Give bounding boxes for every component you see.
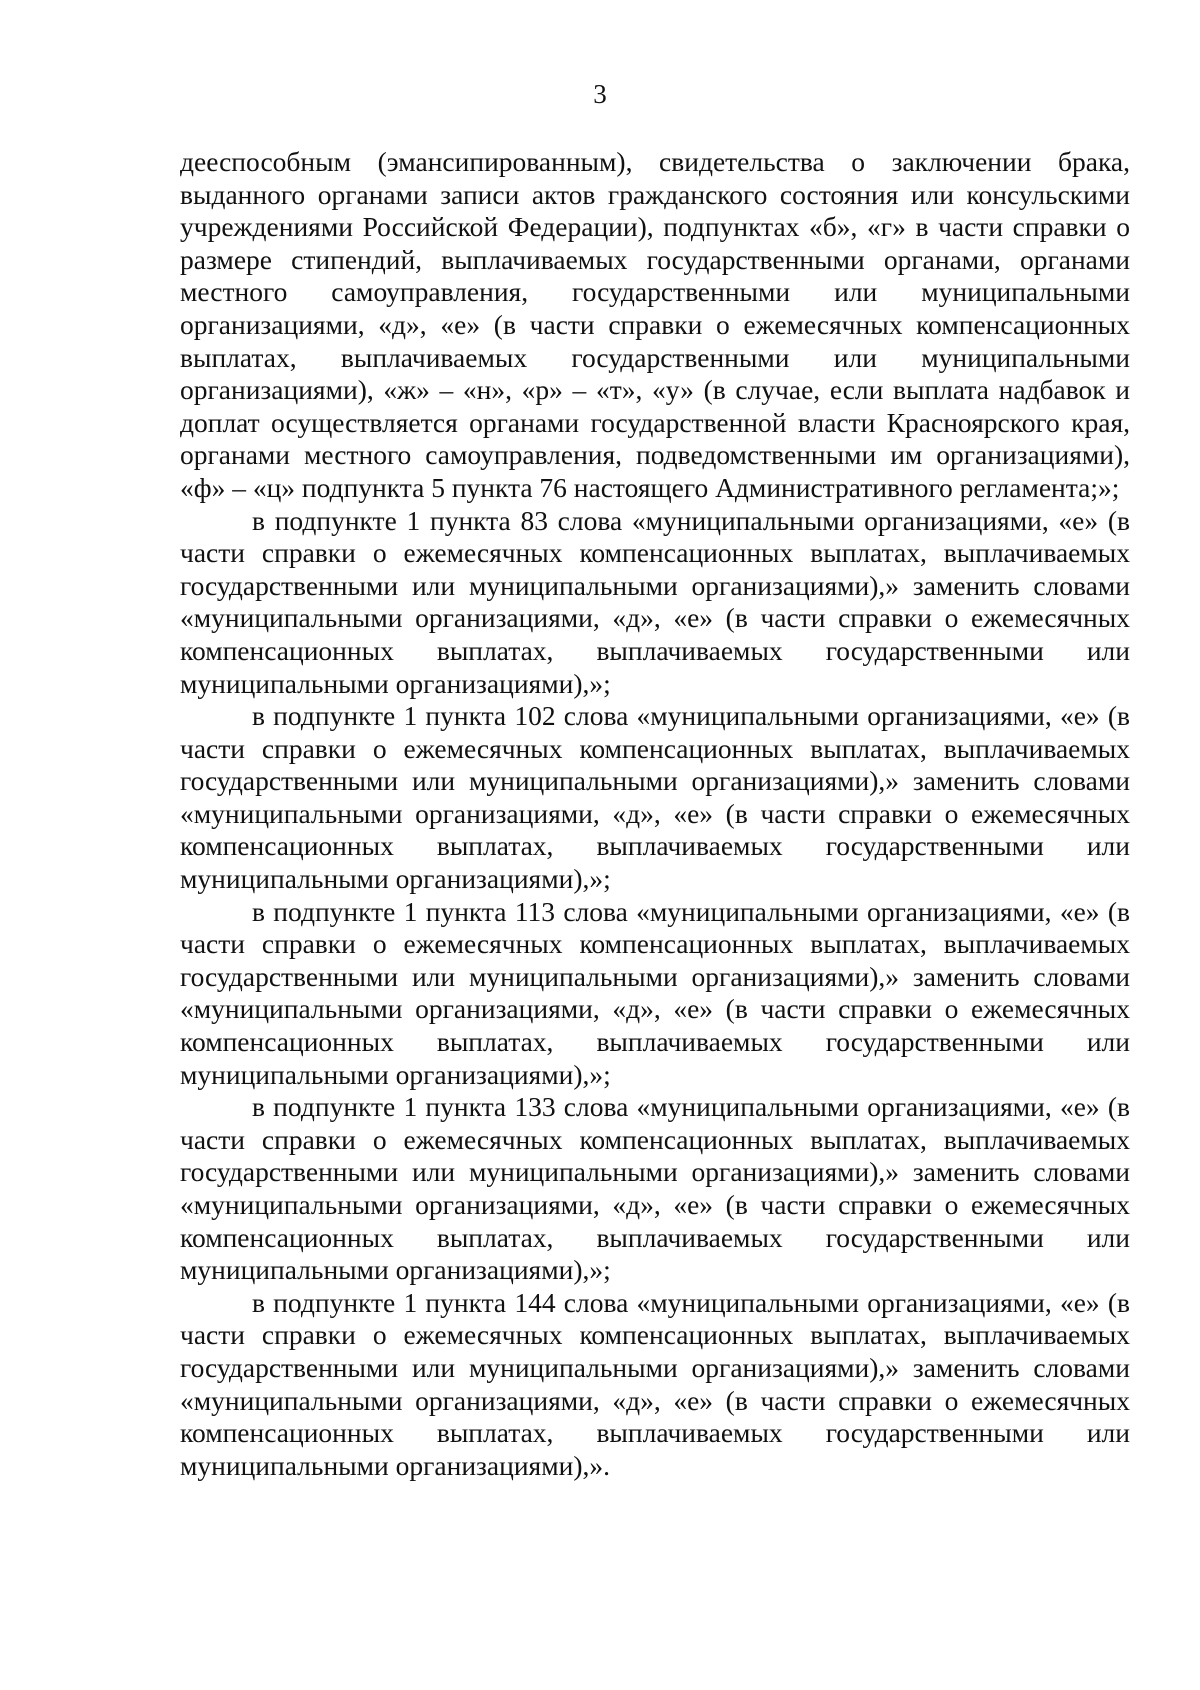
paragraph-continuation: дееспособным (эмансипированным), свидетельства о заключении брака, выданного органами записи актов гражданского состояния или консульскими учреждениями Российской Федерации), подпунктах «б», «г» в части справки о размере стипендий, выплачиваемых государственными органами, органами местного самоуправления, государственными или муниципальными организациями, «д», «е» (в части справки о ежемесячных компенсационных выплатах, выплачиваемых государственными или муниципальными организациями), «ж» – «н», «р» – «т», «у» (в случае, если выплата надбавок и доплат осуществляется органами государственной власти Красноярского края, органами местного самоуправления, подведомственными им организациями), «ф» – «ц» подпункта 5 пункта 76 настоящего Административного регламента;»; (180, 146, 1130, 503)
document-body (180, 146, 1130, 1482)
page-number: 3 (593, 79, 607, 109)
paragraph-item-102: в подпункте 1 пункта 102 слова «муниципальными организациями, «е» (в части справки о ежемесячных компенсационных выплатах, выплачиваемых государственными или муниципальными организациями),» заменить словами «муниципальными организациями, «д», «е» (в части справки о ежемесячных компенсационных выплатах, выплачиваемых государственными или муниципальными организациями),»; (180, 700, 1130, 895)
paragraph-item-83: в подпункте 1 пункта 83 слова «муниципальными организациями, «е» (в части справки о ежемесячных компенсационных выплатах, выплачиваемых государственными или муниципальными организациями),» заменить словами «муниципальными организациями, «д», «е» (в части справки о ежемесячных компенсационных выплатах, выплачиваемых государственными или муниципальными организациями),»; (180, 504, 1130, 699)
paragraph-item-133: в подпункте 1 пункта 133 слова «муниципальными организациями, «е» (в части справки о ежемесячных компенсационных выплатах, выплачиваемых государственными или муниципальными организациями),» заменить словами «муниципальными организациями, «д», «е» (в части справки о ежемесячных компенсационных выплатах, выплачиваемых государственными или муниципальными организациями),»; (180, 1091, 1130, 1286)
paragraph-item-144: в подпункте 1 пункта 144 слова «муниципальными организациями, «е» (в части справки о ежемесячных компенсационных выплатах, выплачиваемых государственными или муниципальными организациями),» заменить словами «муниципальными организациями, «д», «е» (в части справки о ежемесячных компенсационных выплатах, выплачиваемых государственными или муниципальными организациями),». (180, 1286, 1130, 1481)
paragraph-item-113: в подпункте 1 пункта 113 слова «муниципальными организациями, «е» (в части справки о ежемесячных компенсационных выплатах, выплачиваемых государственными или муниципальными организациями),» заменить словами «муниципальными организациями, «д», «е» (в части справки о ежемесячных компенсационных выплатах, выплачиваемых государственными или муниципальными организациями),»; (180, 895, 1130, 1090)
